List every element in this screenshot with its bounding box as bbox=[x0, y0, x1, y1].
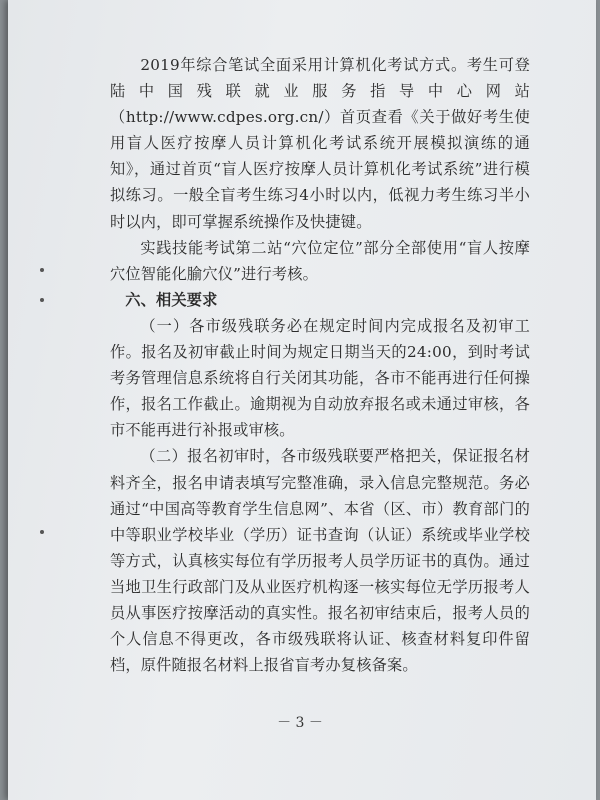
page-number: － 3 － bbox=[277, 715, 323, 731]
binding-hole-mark bbox=[40, 268, 44, 272]
binding-hole-mark bbox=[40, 298, 44, 302]
document-body bbox=[110, 52, 530, 678]
requirement-item-1: （一）各市级残联务必在规定时间内完成报名及初审工作。报名及初审截止时间为规定日期当天的24:00，到时考试考务管理信息系统将自行关闭其功能，各市不能再进行任何操作，报名工作截止。逾期视为自动放弃报名或未通过审核，各市不能再进行补报或审核。 bbox=[110, 316, 530, 440]
section-heading: 六、相关要求 bbox=[125, 290, 218, 309]
paragraph-practical-exam: 实践技能考试第二站“穴位定位”部分全部使用“盲人按摩穴位智能化腧穴仪”进行考核。 bbox=[110, 238, 530, 283]
paragraph-computer-exam: 2019年综合笔试全面采用计算机化考试方式。考生可登陆中国残联就业服务指导中心网站（http://www.cdpes.org.cn/）首页查看《关于做好考生使用盲人医疗按摩人员计算机化考试系统开展模拟演练的通知》，通过首页“盲人医疗按摩人员计算机化考试系统”进行模拟练习。一般全盲考生练习4小时以内，低视力考生练习半小时以内，即可掌握系统操作及快捷键。 bbox=[110, 56, 530, 231]
requirement-item-2: （二）报名初审时，各市级残联要严格把关，保证报名材料齐全，报名申请表填写完整准确，录入信息完整规范。务必通过“中国高等教育学生信息网”、本省（区、市）教育部门的中等职业学校毕业（学历）证书查询（认证）系统或毕业学校等方式，认真核实每位有学历报考人员学历证书的真伪。通过当地卫生行政部门及从业医疗机构逐一核实每位无学历报考人员从事医疗按摩活动的真实性。报名初审结束后，报考人员的个人信息不得更改，各市级残联将认证、核查材料复印件留档，原件随报名材料上报省盲考办复核备案。 bbox=[110, 447, 530, 675]
binding-hole-mark bbox=[40, 530, 44, 534]
